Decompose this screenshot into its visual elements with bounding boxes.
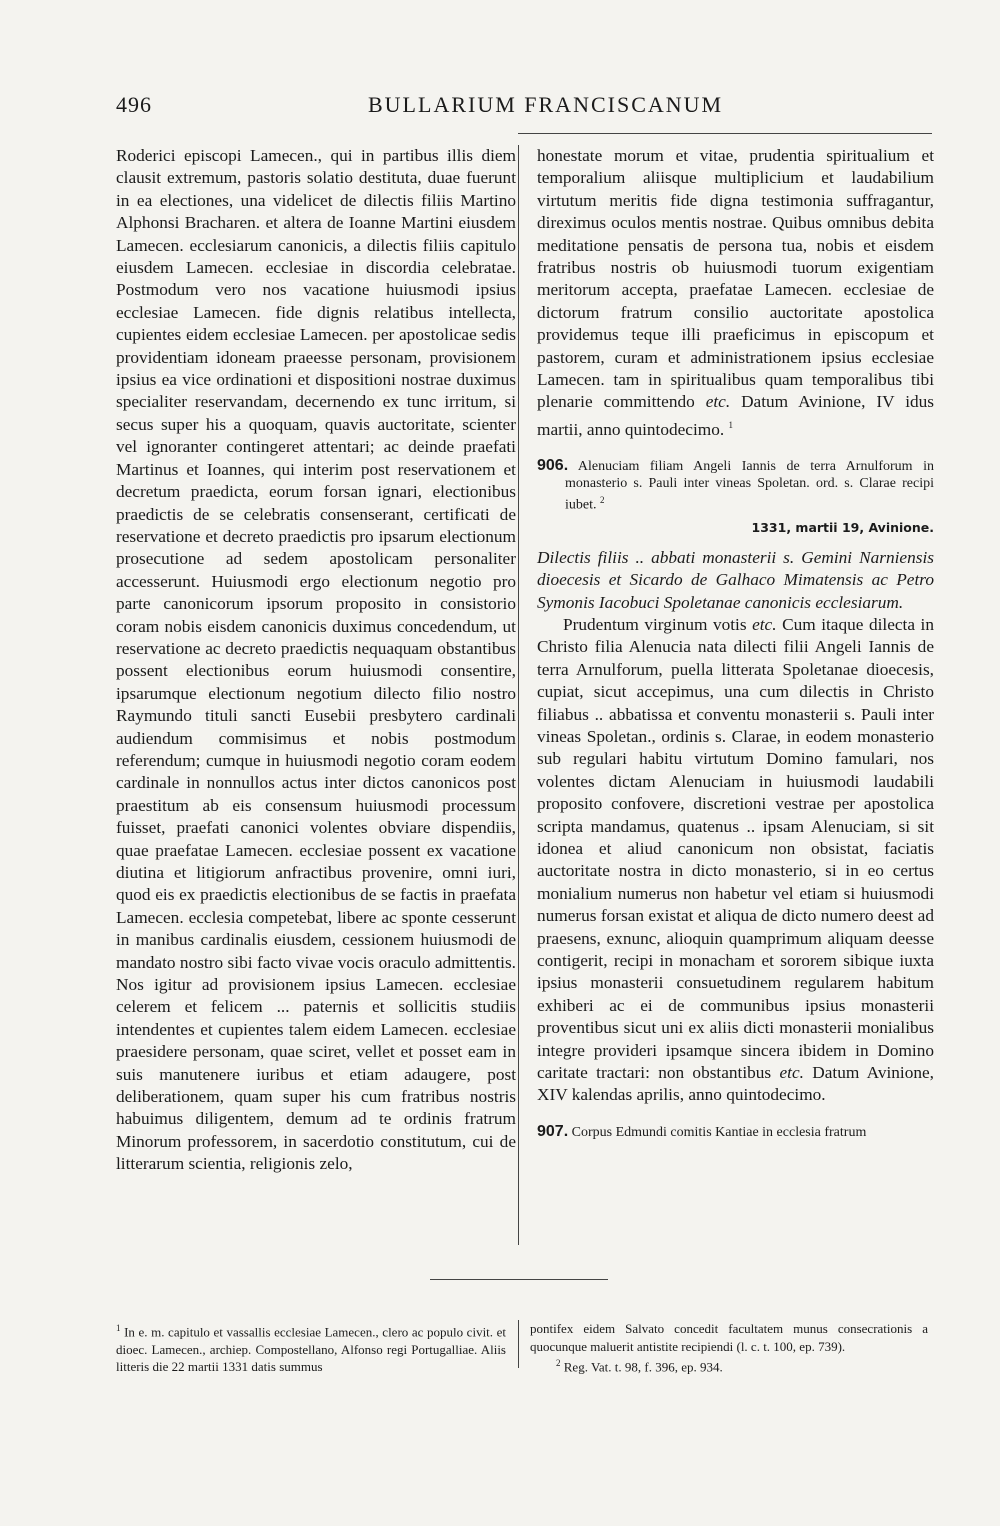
continuation-text-b: Datum Avinione, IV idus martii, anno quintodecimo. [537,392,934,439]
header-rule [518,133,932,134]
right-column [537,145,934,1141]
footnote-divider [518,1320,519,1368]
dateline-906: 1331, martii 19, Avinione. [751,519,934,535]
page-number: 496 [116,92,152,117]
footnote-left [116,1320,506,1376]
footnote-1-text: In e. m. capitulo et vassallis ecclesiae Lamecen., clero ac populo civit. et dioec. Lamecen., archiep. Compostellano, Alfonso regi Portugalliae. Aliis litteris die 22 martii 1331 datis summus [116,1324,507,1375]
text-906 [537,614,934,1107]
running-title: BULLARIUM FRANCISCANUM [368,92,724,117]
regest-907-text: Corpus Edmundi comitis Kantiae in ecclesia fratrum [571,1124,867,1140]
continuation-text [537,145,934,441]
document-number-906: 906. [537,457,569,475]
footnote-1 [116,1320,506,1376]
footnote-ref-2: 2 [600,495,605,506]
regest-907 [537,1123,934,1141]
footnote-ref-1: 1 [728,419,734,430]
footnote-right [530,1320,928,1376]
regest-906 [537,457,934,514]
continuation-text-a: honestate morum et vitae, prudentia spiritualium et temporalium aliisque multiplicium et laudabilium virtutum meritis fide digna testimonia suffragantur, direximus oculos mentis nostrae. Quibus omnibus debita meditatione pensatis de persona tua, nobis et eisdem fratribus nostris ob huiusmodi tuorum exigentiam meritorum accepta, praefatae Lamecen. ecclesiae de dictorum fratrum consilio auctoritate apostolica providemus teque illi praeficimus in episcopum et pastorem, curam et administrationem ipsius ecclesiae Lamecen. tam in spiritualibus quam temporalibus tibi plenarie committendo [537,146,934,412]
left-column-text: Roderici episcopi Lamecen., qui in partibus illis diem clausit extremum, pastoris solatio destituta, duae fuerunt in ea electiones, una videlicet de dilectis filiis Martino Alphonsi Bracharen. et altera de Ioanne Martini eiusdem Lamecen. ecclesiarum canonicis, a dilectis filiis capitulo eiusdem Lamecen. ecclesiae in discordia celebratae. Postmodum vero nos vacatione huiusmodi ipsius ecclesiae Lamecen. fide dignis relatibus intellecta, cupientes eidem ecclesiae Lamecen. per apostolicae sedis providentiam idoneam praeesse personam, provisionem ipsius ea vice ordinationi et dispositioni nostrae duximus specialiter reservandam, decernendo ex tunc irritum, si secus super his a quoquam, quavis auctoritate, scienter vel ignoranter contingeret attentari; ac deinde praefati Martinus et Ioannes, qui interim post reservationem et decretum praedicta, eorum forsan ignari, electionibus praedictis de se celebratis consenserant, certificati de reservatione et decreto praedictis pro ipsarum electionum prosecutione ad sedem apostolicam personaliter accesserunt. Huiusmodi ergo electionum negotio pro parte canonicorum ipsorum proposito in consistorio coram nobis eisdem canonicis duximus concedendum, ut reservatione ac decreto praedictis nequaquam obstantibus possent electionibus eorum huiusmodi consentire, ipsarumque electionum negotium dilecto filio nostro Raymundo tituli sancti Eusebii presbytero cardinali audiendum commisimus et nobis postmodum referendum; cumque in huiusmodi negotio coram eodem cardinale in nonnullos actus inter dictos canonicos post praestitum ab eis consensum huiusmodi processum fuisset, praefati canonici volentes obviare dispendiis, quae praefatae Lamecen. ecclesiae possent ex vacatione diutina et litigiorum anfractibus provenire, omni iuri, quod eis ex praedictis electionibus de se factis in praefata Lamecen. ecclesia competebat, libere ac sponte cesserunt in manibus cardinalis eiusdem, cessionem huiusmodi de mandato nostro sibi facto vivae vocis oraculo admittentis. Nos igitur ad provisionem ipsius Lamecen. ecclesiae celerem et felicem ... paternis et sollicitis studiis intendentes et cupientes talem eidem Lamecen. ecclesiae praesidere personam, quae sciret, vellet et posset eam in suis manutenere iuribus et etiam adaugere, post deliberationem, quam super his cum fratribus nostris habuimus diligentem, demum ad te ordinis fratrum Minorum professorem, in sacerdotio constitutum, cui de litterarum scientia, religionis zelo, [116,146,516,1174]
text-906-b: Cum itaque dilecta in Christo filia Alenucia nata dilecti filii Angeli Iannis de terra Arnulforum, puella litterata Spoletanae dioecesis, cupiat, sicut accepimus, una cum dilectis in Christo filiabus .. abbatissa et conventu monasterii s. Pauli inter vineas Spoletan., ordinis s. Clarae, in eodem monasterio sub regulari habitu virtutum Domino famulari, nos volentes dictam Alenuciam in huiusmodi laudabili proposito confovere, discretioni vestrae per apostolica scripta mandamus, quatenus .. ipsam Alenuciam, si sit idonea et aliud canonicum non obsistat, faciatis auctoritate nostra in dicto monasterio, si in eo certus monialium numerus non habetur vel etiam si huiusmodi numerus forsan existat et aliqua de dicto numero deest ad praesens, exnunc, alioquin quamprimum aliquam deesse contigerit, recipi in monacham et sororem sibique iuxta ipsius monasterii consuetudinem regularem habitum exhiberi ac ei de communibus ipsius monasterii proventibus sicut uni ex aliis dicti monasterii monialibus integre provideri ipsamque sincera ibidem in Domino caritate tractari: non obstantibus [537,614,934,1083]
footnote-mark-1: 1 [116,1323,121,1333]
document-number-907: 907. [537,1122,569,1140]
column-divider [518,145,519,1245]
footnote-2-text: Reg. Vat. t. 98, f. 396, ep. 934. [563,1359,723,1375]
footnote-2 [530,1355,928,1376]
etc-abbrev: etc. [752,614,777,634]
text-906-a: Prudentum virginum votis [563,614,753,634]
footnote-rule [430,1279,608,1280]
address-906: Dilectis filiis .. abbati monasterii s. Gemini Narniensis dioecesis et Sicardo de Galhaco Mimatensis ac Petro Symonis Iacobuci Spoletanae canonicis ecclesiarum. [537,547,934,612]
regest-906-text: Alenuciam filiam Angeli Iannis de terra Arnulforum in monasterio s. Pauli inter vineas Spoletan. ord. s. Clarae recipi iubet. [565,459,934,513]
left-column [116,145,516,1176]
footnote-1-continuation: pontifex eidem Salvato concedit facultatem munus consecrationis a quocunque maluerit antistite recipiendi (l. c. t. 100, ep. 739). [530,1321,928,1354]
text-906-c: Datum Avinione, XIV kalendas aprilis, anno quintodecimo. [537,1063,934,1105]
etc-abbrev: etc. [779,1063,804,1083]
footnote-mark-2: 2 [556,1358,561,1368]
etc-abbrev: etc. [705,392,731,412]
